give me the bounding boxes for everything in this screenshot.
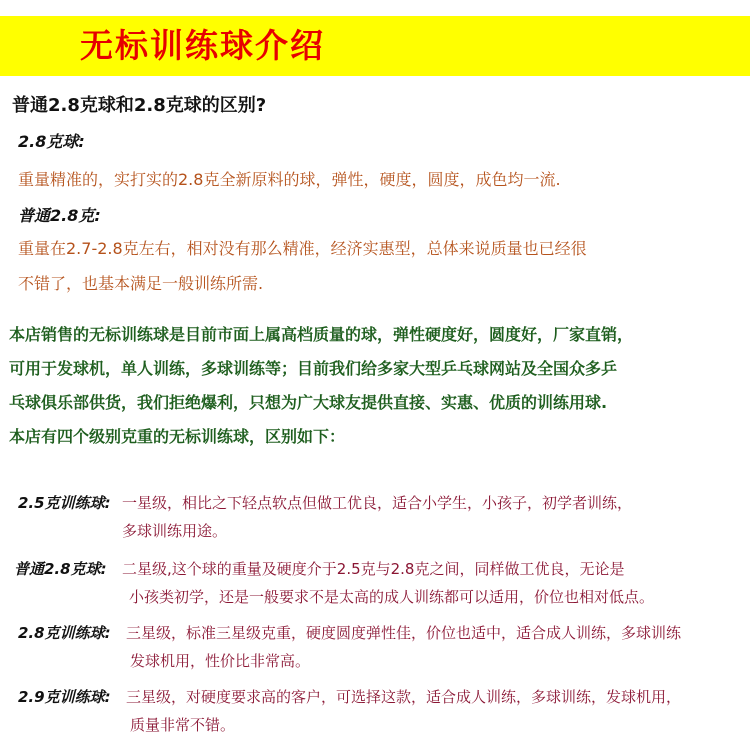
- item-text-ordinary-line2: 不错了，也基本满足一般训练所需.: [18, 274, 264, 293]
- grade-text-ordinary-line1: 二星级,这个球的重量及硬度介于2.5克与2.8克之间，同样做工优良，无论是: [122, 560, 625, 578]
- store-intro-line2: 可用于发球机，单人训练，多球训练等；目前我们给多家大型乒乓球网站及全国众多乒: [9, 359, 618, 378]
- grade-text-2-9-line1: 三星级，对硬度要求高的客户，可选择这款，适合成人训练，多球训练，发球机用，: [126, 688, 682, 706]
- grade-text-2-5-line1: 一星级，相比之下轻点软点但做工优良，适合小学生，小孩子，初学者训练，: [122, 494, 633, 512]
- item-text-2-8-line1: 重量精准的，实打实的2.8克全新原料的球，弹性，硬度，圆度，成色均一流.: [18, 170, 561, 189]
- title-banner: [0, 16, 750, 76]
- page-title: 无标训练球介绍: [80, 26, 325, 65]
- grade-label-ordinary-2-8: 普通2.8克球:: [14, 560, 107, 578]
- grade-text-2-5-line2: 多球训练用途。: [122, 522, 228, 540]
- grade-text-2-9-line2: 质量非常不错。: [130, 716, 236, 734]
- store-intro-line3: 乓球俱乐部供货，我们拒绝爆利，只想为广大球友提供直接、实惠、优质的训练用球.: [9, 393, 608, 412]
- store-intro-line4: 本店有四个级别克重的无标训练球，区别如下：: [9, 427, 346, 446]
- item-label-2-8: 2.8克球:: [18, 132, 85, 151]
- item-text-ordinary-line1: 重量在2.7-2.8克左右，相对没有那么精准，经济实惠型，总体来说质量也已经很: [18, 239, 587, 258]
- grade-text-2-8-line2: 发球机用，性价比非常高。: [130, 652, 311, 670]
- item-label-ordinary-2-8: 普通2.8克:: [18, 206, 101, 225]
- grade-label-2-9: 2.9克训练球:: [18, 688, 111, 706]
- grade-text-2-8-line1: 三星级，标准三星级克重，硬度圆度弹性佳，价位也适中，适合成人训练，多球训练: [126, 624, 682, 642]
- grade-text-ordinary-line2: 小孩类初学，还是一般要求不是太高的成人训练都可以适用，价位也相对低点。: [129, 588, 655, 606]
- grade-label-2-8: 2.8克训练球:: [18, 624, 111, 642]
- store-intro-line1: 本店销售的无标训练球是目前市面上属高档质量的球，弹性硬度好，圆度好，厂家直销，: [9, 325, 634, 344]
- grade-label-2-5: 2.5克训练球:: [18, 494, 111, 512]
- comparison-heading: 普通2.8克球和2.8克球的区别?: [12, 95, 267, 116]
